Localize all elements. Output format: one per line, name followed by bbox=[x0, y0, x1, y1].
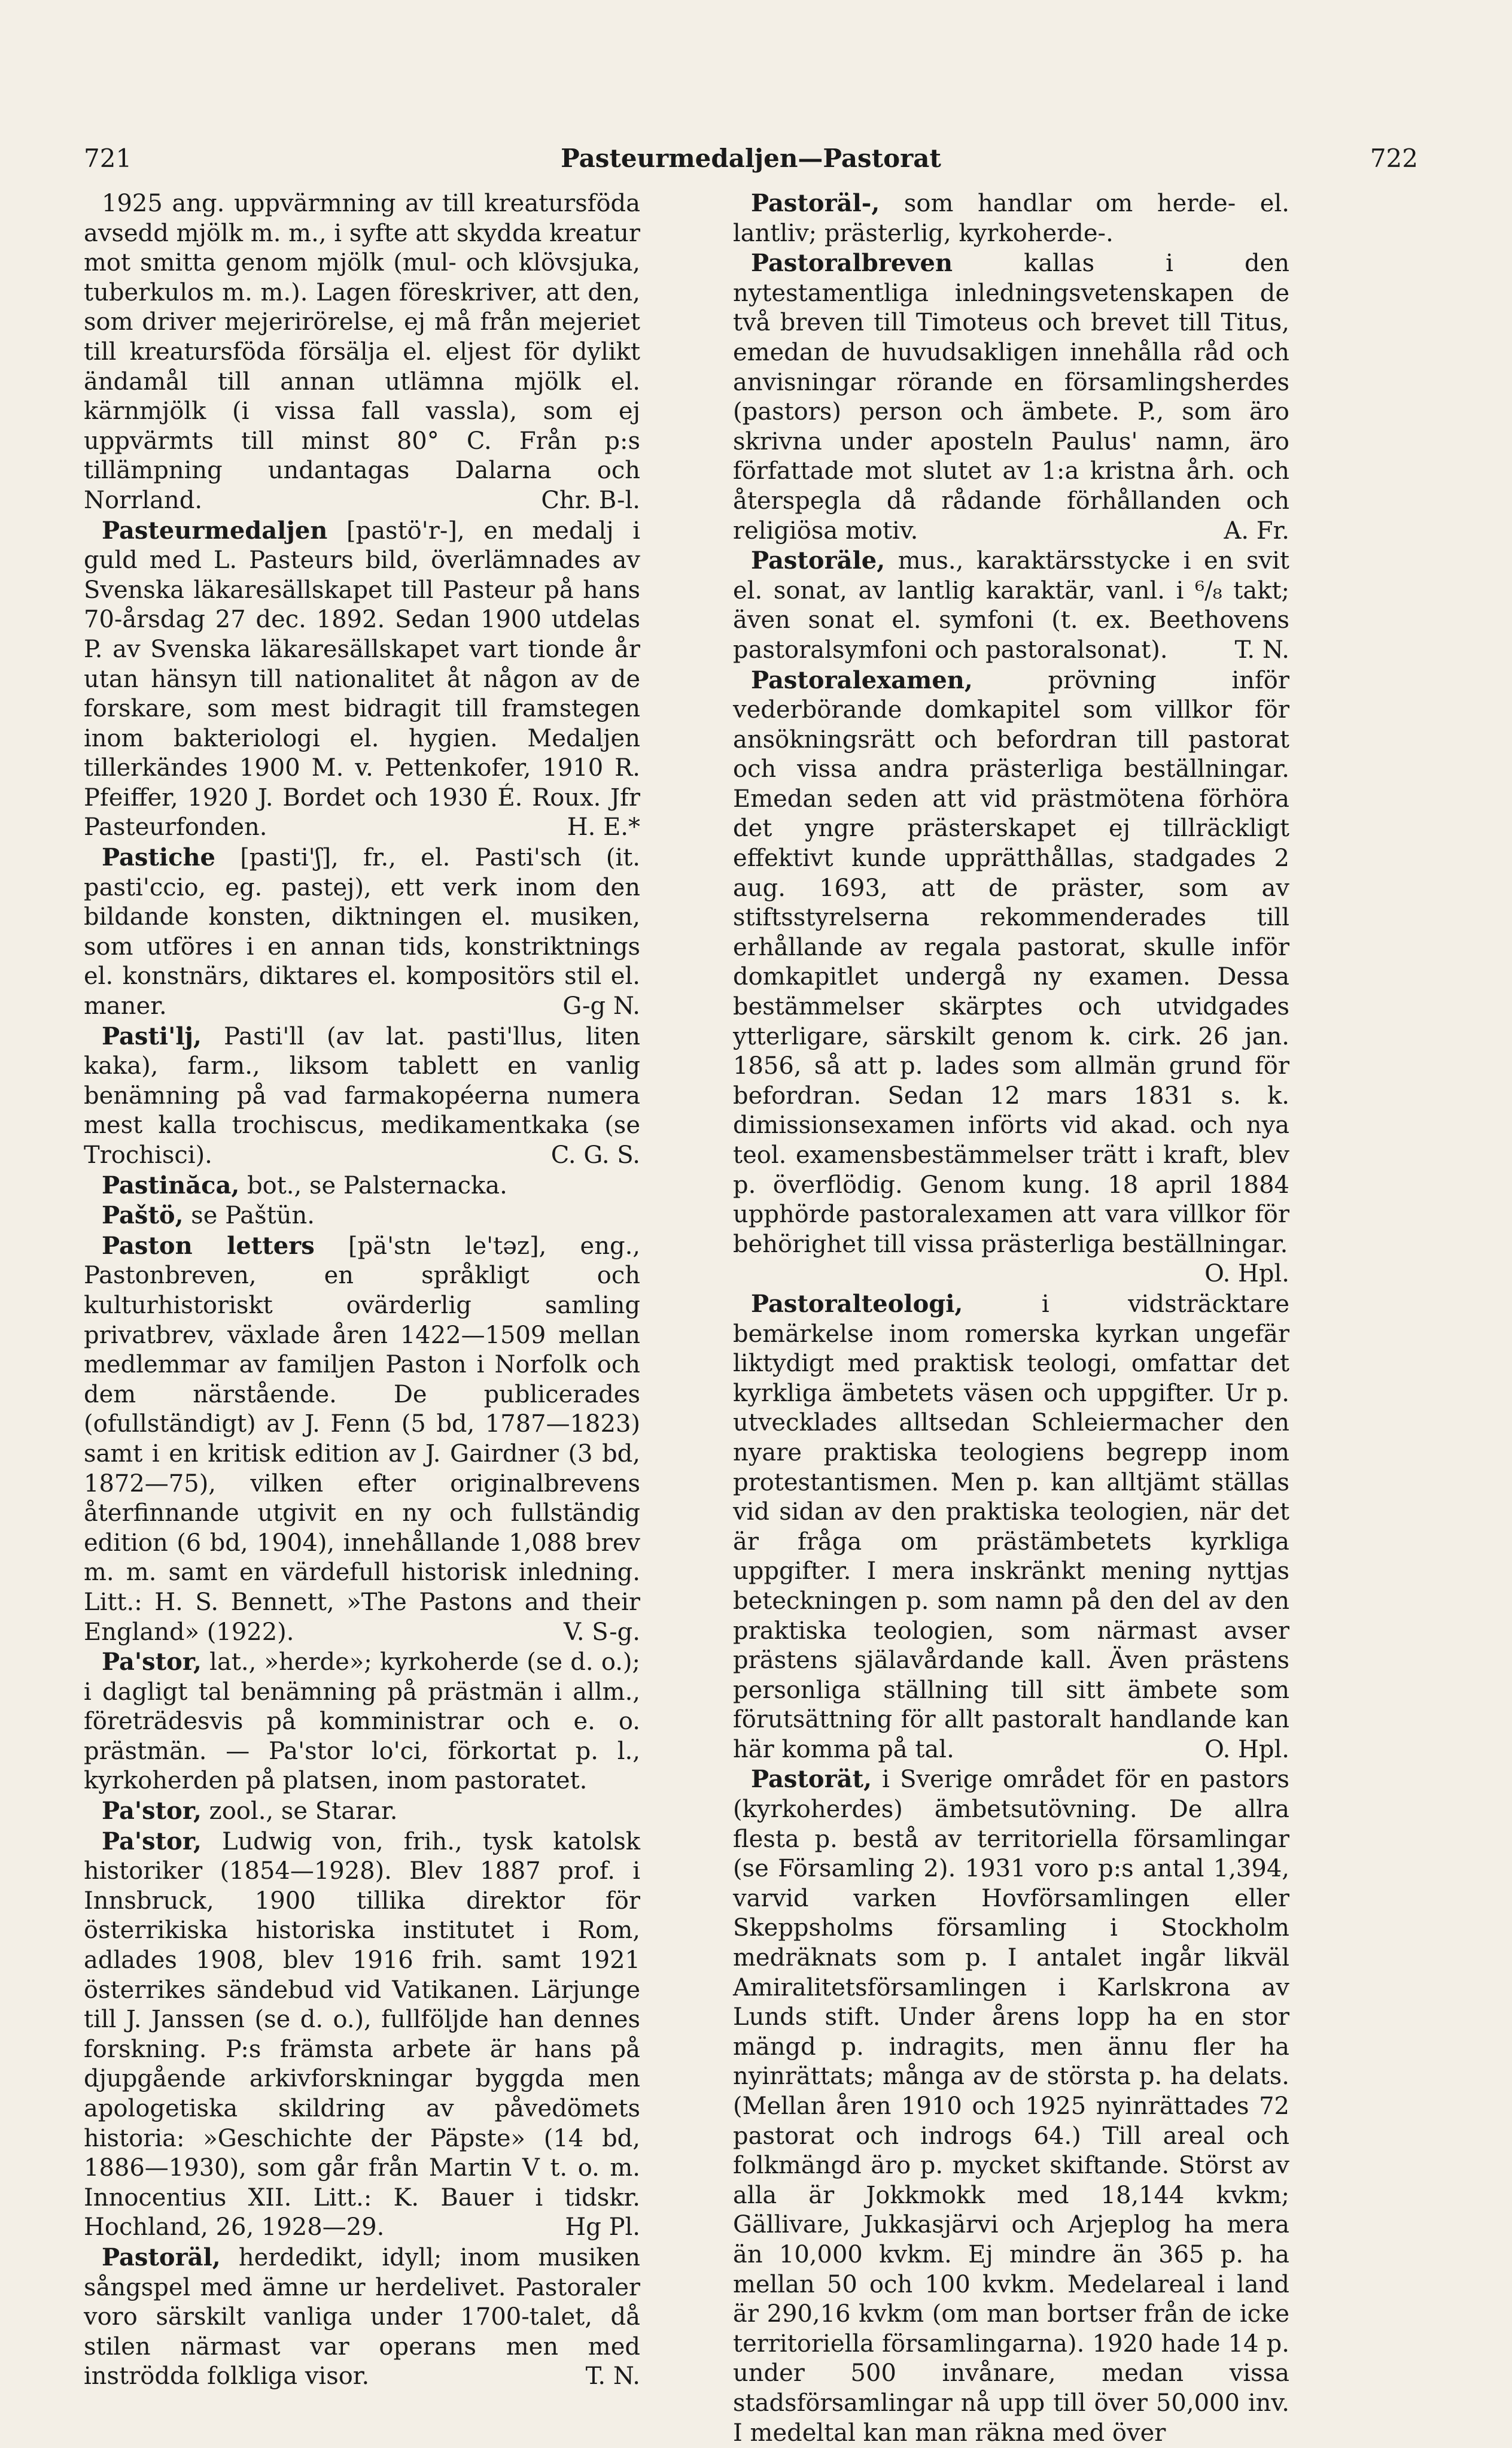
entry-headword: Pastorät, bbox=[751, 1765, 872, 1794]
entry-pastilj bbox=[84, 1022, 640, 1171]
entry-headword: Pastinăca, bbox=[102, 1171, 240, 1199]
entry-pasteurmedaljen bbox=[84, 516, 640, 843]
author-signature: V. S-g. bbox=[563, 1618, 640, 1646]
entry-pastor-ludwig bbox=[84, 1827, 640, 2243]
entry-text: kallas i den nytestamentliga inledningsvetenskapen de två breven till Timoteus och brevet till Titus, emedan de huvudsakligen innehålla råd och anvisningar rörande en församlingsherdes (pastors) person och ämbete. P., som äro skrivna under aposteln Paulus' namn, äro författade mot slutet av 1:a kristna årh. och återspegla då rådande förhållanden och religiösa motiv. bbox=[733, 250, 1290, 545]
entry-headword: Pastoralbreven bbox=[751, 249, 953, 278]
entry-pastoralexamen bbox=[733, 666, 1289, 1289]
entry-text: [pä'stn le'təz], eng., Pastonbreven, en språkligt och kulturhistoriskt ovärderlig samling privatbrev, växlade åren 1422—1509 mellan medlemmar av familjen Paston i Norfolk och dem närstående. De publicerades (ofullständigt) av J. Fenn (5 bd, 1787—1823) samt i en kritisk edition av J. Gairdner (3 bd, 1872—75), vilken efter originalbrevens återfinnande utgivit en ny och fullständig edition (6 bd, 1904), innehållande 1,088 brev m. m. samt en värdefull historisk inledning. Litt.: H. S. Bennett, »The Pastons and their England» (1922). bbox=[84, 1232, 641, 1646]
entry-pasteurisation-law bbox=[84, 189, 640, 516]
author-signature: O. Hpl. bbox=[1204, 1735, 1289, 1763]
entry-text: mus., karaktärsstycke i en svit el. sonat, av lantlig karaktär, vanl. i ⁶/₈ takt; även sonat el. symfoni (t. ex. Beethovens pastoralsymfoni och pastoralsonat). bbox=[733, 547, 1289, 664]
entry-pastoralbreven bbox=[733, 248, 1289, 546]
entry-paston-letters bbox=[84, 1231, 640, 1647]
entry-pashto bbox=[84, 1201, 640, 1231]
entry-text: som handlar om herde- el. lantliv; prästerlig, kyrkoherde-. bbox=[733, 190, 1289, 247]
page-header bbox=[84, 144, 1418, 186]
entry-headword: Pastoräl-, bbox=[751, 189, 880, 217]
entry-text: zool., se Starar. bbox=[209, 1797, 398, 1826]
entry-text: prövning inför vederbörande domkapitel som villkor för ansökningsrätt och befordran till pastorat och vissa andra prästerliga beställningar. Emedan seden att vid prästmötena förhöra det yngre prästerskapet ej tillräckligt effektivt kunde upprätthållas, stadgades 2 aug. 1693, att de präster, som av stiftsstyrelserna rekommenderades till erhållande av regala pastorat, skulle inför domkapitlet undergå ny examen. Dessa bestämmelser skärptes och utvidgades ytterligare, särskilt genom k. cirk. 26 jan. 1856, så att p. lades som allmän grund för befordran. Sedan 12 mars 1831 s. k. dimissionsexamen införts vid akad. och nya teol. examensbestämmelser trätt i kraft, blev p. överflödig. Genom kung. 18 april 1884 upphörde pastoralexamen att vara villkor för behörighet till vissa prästerliga beställningar. bbox=[733, 666, 1290, 1258]
entry-pastinaca bbox=[84, 1171, 640, 1201]
entry-pastorale bbox=[733, 546, 1289, 665]
entry-headword: Pa'stor, bbox=[102, 1797, 202, 1826]
left-column bbox=[84, 189, 640, 2392]
entry-text: i vidsträcktare bemärkelse inom romerska kyrkan ungefär liktydigt med praktisk teologi, omfattar det kyrkliga ämbetets väsen och uppgifter. Ur p. utvecklades alltsedan Schleiermacher den nyare praktiska teologiens begrepp inom protestantismen. Men p. kan alltjämt ställas vid sidan av den praktiska teologien, när det är fråga om prästämbetets kyrkliga uppgifter. I mera inskränkt mening nyttjas beteckningen p. som namn på den del av den praktiska teologien, som närmast avser prästens själavårdande kall. Även prästens personliga ställning till sitt ämbete som förutsättning för allt pastoralt handlande kan här komma på tal. bbox=[733, 1290, 1289, 1763]
author-signature: A. Fr. bbox=[1224, 517, 1289, 545]
author-signature: H. E.* bbox=[567, 813, 640, 842]
entry-text: [pasti'ʃ], fr., el. Pasti'sch (it. pasti'ccio, eg. pastej), ett verk inom den bildande konsten, diktningen el. musiken, som utföres i en annan tids, konstriktnings el. konstnärs, diktares el. kompositörs stil el. maner. bbox=[84, 844, 640, 1020]
entry-headword: Pa'stor, bbox=[102, 1648, 202, 1676]
entry-pastoralteologi bbox=[733, 1289, 1289, 1765]
entry-text: bot., se Palsternacka. bbox=[247, 1171, 507, 1199]
entry-pastor-latin bbox=[84, 1647, 640, 1796]
right-column bbox=[733, 189, 1289, 2448]
entry-text: se Paštün. bbox=[191, 1202, 315, 1230]
author-signature: T. N. bbox=[585, 2362, 640, 2391]
entry-pastoral bbox=[84, 2243, 640, 2392]
entry-headword: Pastoralteologi, bbox=[751, 1289, 963, 1318]
author-signature: O. Hpl. bbox=[1204, 1260, 1289, 1288]
entry-text: lat., »herde»; kyrkoherde (se d. o.); i dagligt tal benämning på prästmän i allm., företrädesvis på komministrar och e. o. prästmän. — Pa'stor lo'ci, förkortat p. l., kyrkoherden på platsen, inom pastoratet. bbox=[84, 1648, 640, 1795]
author-signature: G-g N. bbox=[562, 992, 640, 1020]
page-number-left: 721 bbox=[84, 144, 132, 173]
running-title: Pasteurmedaljen—Pastorat bbox=[561, 144, 941, 173]
entry-text: Pasti'll (av lat. pasti'llus, liten kaka), farm., liksom tablett en vanlig benämning på vad farmakopéerna numera mest kalla trochiscus, medikamentkaka (se Trochisci). bbox=[84, 1022, 641, 1169]
entry-headword: Pastoräl, bbox=[102, 2243, 221, 2271]
author-signature: Hg Pl. bbox=[565, 2213, 640, 2242]
entry-pastiche bbox=[84, 843, 640, 1022]
entry-headword: Pastoralexamen, bbox=[751, 666, 973, 694]
entry-text: i Sverige området för en pastors (kyrkoherdes) ämbetsutövning. De allra flesta p. bestå av territoriella församlingar (se Församling 2). 1931 voro p:s antal 1,394, varvid varken Hovförsamlingen eller Skeppsholms församling i Stockholm medräknats som p. I antalet ingår likväl Amiralitetsförsamlingen i Karlskrona av Lunds stift. Under årens lopp ha en stor mängd p. indragits, men ännu fler ha nyinrättats; många av de största p. ha delats. (Mellan åren 1910 och 1925 nyinrättades 72 pastorat och indrogs 64.) Till areal och folkmängd äro p. mycket skiftande. Störst av alla är Jokkmokk med 18,144 kvkm; Gällivare, Jukkasjärvi och Arjeplog ha mera än 10,000 kvkm. Ej mindre än 365 p. ha mellan 50 och 100 kvkm. Medelareal i land är 290,16 kvkm (om man bortser från de icke territoriella församlingarna). 1920 hade 14 p. under 500 invånare, medan vissa stadsförsamlingar nå upp till över 50,000 inv. I medeltal kan man räkna med över bbox=[733, 1766, 1289, 2447]
page-number-right: 722 bbox=[1370, 144, 1418, 173]
entry-pastoral-prefix bbox=[733, 189, 1289, 248]
entry-pastorat bbox=[733, 1764, 1289, 2448]
entry-headword: Pasti'lj, bbox=[102, 1022, 202, 1050]
author-signature: C. G. S. bbox=[550, 1141, 640, 1169]
entry-text: herdedikt, idyll; inom musiken sångspel med ämne ur herdelivet. Pastoraler voro särskilt vanliga under 1700-talet, då stilen närmast var operans men med inströdda folkliga visor. bbox=[84, 2243, 640, 2391]
entry-text: 1925 ang. uppvärmning av till kreatursföda avsedd mjölk m. m., i syfte att skydda kreatur mot smitta genom mjölk (mul- och klövsjuka, tuberkulos m. m.). Lagen föreskriver, att den, som driver mejerirörelse, ej må från mejeriet till kreatursföda försälja el. eljest för dylikt ändamål till annan utlämna mjölk el. kärnmjölk (i vissa fall vassla), som ej uppvärmts till minst 80° C. Från p:s tillämpning undantagas Dalarna och Norrland. bbox=[84, 190, 640, 514]
author-signature: T. N. bbox=[1234, 636, 1289, 664]
entry-headword: Pastoräle, bbox=[751, 546, 886, 575]
entry-headword: Pasteurmedaljen bbox=[102, 516, 328, 545]
entry-text: [pastö'r-], en medalj i guld med L. Pasteurs bild, överlämnades av Svenska läkaresällskapet till Pasteur på hans 70-årsdag 27 dec. 1892. Sedan 1900 utdelas P. av Svenska läkaresällskapet vart tionde år utan hänsyn till nationalitet åt någon av de forskare, som mest bidragit till framstegen inom bakteriologi el. hygien. Medaljen tillerkändes 1900 M. v. Pettenkofer, 1910 R. Pfeiffer, 1920 J. Bordet och 1930 É. Roux. Jfr Pasteurfonden. bbox=[84, 517, 640, 842]
entry-headword: Pastiche bbox=[102, 843, 215, 872]
entry-pastor-zool bbox=[84, 1796, 640, 1827]
entry-headword: Paston letters bbox=[102, 1231, 315, 1260]
entry-headword: Pa'stor, bbox=[102, 1827, 202, 1855]
entry-text: Ludwig von, frih., tysk katolsk historiker (1854—1928). Blev 1887 prof. i Innsbruck, 1900 tillika direktor för österrikiska historiska institutet i Rom, adlades 1908, blev 1916 frih. samt 1921 österrikes sändebud vid Vatikanen. Lärjunge till J. Janssen (se d. o.), fullföljde han dennes forskning. P:s främsta arbete är hans på djupgående arkivforskningar byggda men apologetiska skildring av påvedömets historia: »Geschichte der Päpste» (14 bd, 1886—1930), som går från Martin V t. o. m. Innocentius XII. Litt.: K. Bauer i tidskr. Hochland, 26, 1928—29. bbox=[84, 1827, 641, 2242]
entry-headword: Paštö, bbox=[102, 1201, 184, 1230]
author-signature: Chr. B-l. bbox=[541, 486, 640, 514]
